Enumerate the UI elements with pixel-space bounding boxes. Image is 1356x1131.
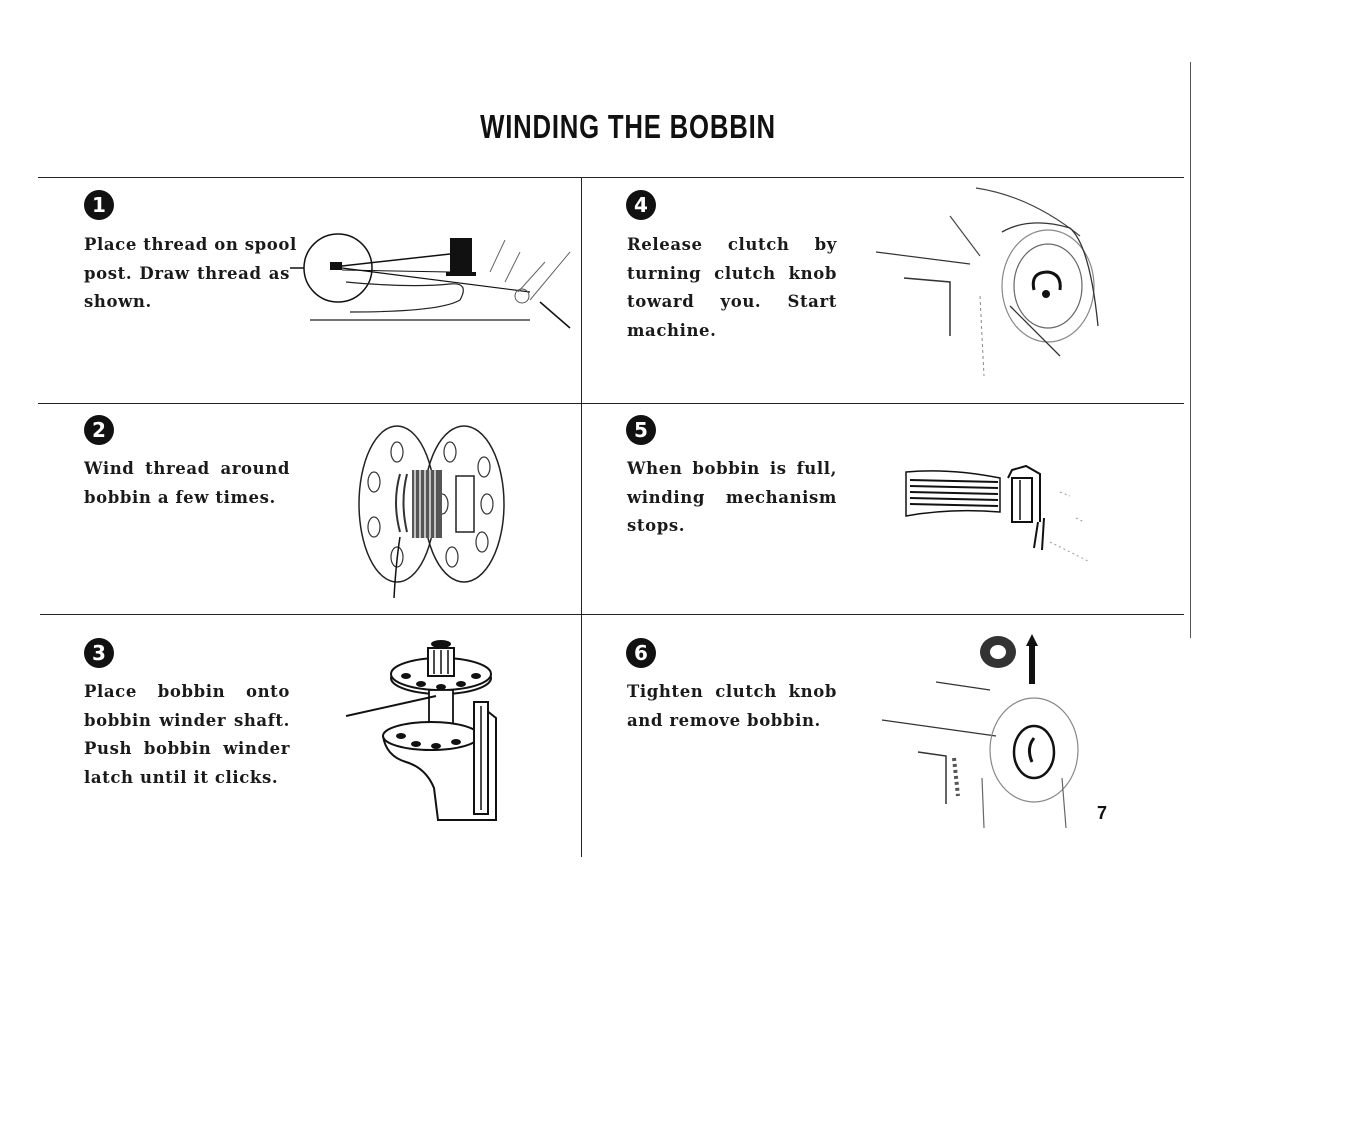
- remove-bobbin-illustration: [876, 628, 1090, 834]
- step-5-line: stops.: [627, 516, 686, 536]
- step-5-text: [627, 455, 837, 541]
- step-5-line: When bobbin is full,: [627, 459, 837, 478]
- spool-thread-illustration: [290, 222, 580, 332]
- page-edge-mark: [1190, 62, 1191, 638]
- step-2-text: [84, 455, 290, 512]
- step-2-line: bobbin a few times.: [84, 487, 276, 507]
- step-5-number: 5: [626, 415, 656, 445]
- step-3-number: 3: [84, 638, 114, 668]
- step-1-line: Place thread on spool: [84, 235, 297, 254]
- step-4-line: machine.: [627, 321, 717, 341]
- step-6-line: Tighten clutch knob: [627, 682, 837, 701]
- clutch-release-illustration: [870, 186, 1120, 386]
- step-1-line: post. Draw thread as: [84, 263, 290, 283]
- step-1-text: [84, 231, 297, 317]
- step-1-line: shown.: [84, 292, 152, 312]
- step-1-number: 1: [84, 190, 114, 220]
- step-3-line: bobbin winder shaft.: [84, 710, 290, 730]
- step-6-number: 6: [626, 638, 656, 668]
- page-title: WINDING THE BOBBIN: [480, 108, 776, 145]
- step-4-text: [627, 231, 837, 346]
- step-4-number: 4: [626, 190, 656, 220]
- step-2-line: Wind thread around: [84, 459, 290, 478]
- divider-top: [38, 177, 1184, 178]
- step-3-text: [84, 678, 290, 793]
- step-3-line: Place bobbin onto: [84, 682, 290, 701]
- divider-column: [581, 177, 582, 857]
- step-6-line: and remove bobbin.: [627, 710, 821, 730]
- step-3-line: latch until it clicks.: [84, 768, 279, 788]
- bobbin-winder-shaft-illustration: [346, 638, 516, 822]
- step-4-line: Release clutch by: [627, 235, 837, 254]
- divider-row-1: [38, 403, 1184, 404]
- full-bobbin-illustration: [900, 452, 1100, 572]
- divider-row-2: [40, 614, 1184, 615]
- step-4-line: turning clutch knob: [627, 263, 837, 283]
- step-4-line: toward you. Start: [627, 292, 837, 312]
- bobbin-winding-illustration: [352, 422, 512, 600]
- step-5-line: winding mechanism: [627, 487, 837, 507]
- step-3-line: Push bobbin winder: [84, 739, 290, 759]
- step-2-number: 2: [84, 415, 114, 445]
- page-number: 7: [1097, 803, 1108, 823]
- step-6-text: [627, 678, 837, 735]
